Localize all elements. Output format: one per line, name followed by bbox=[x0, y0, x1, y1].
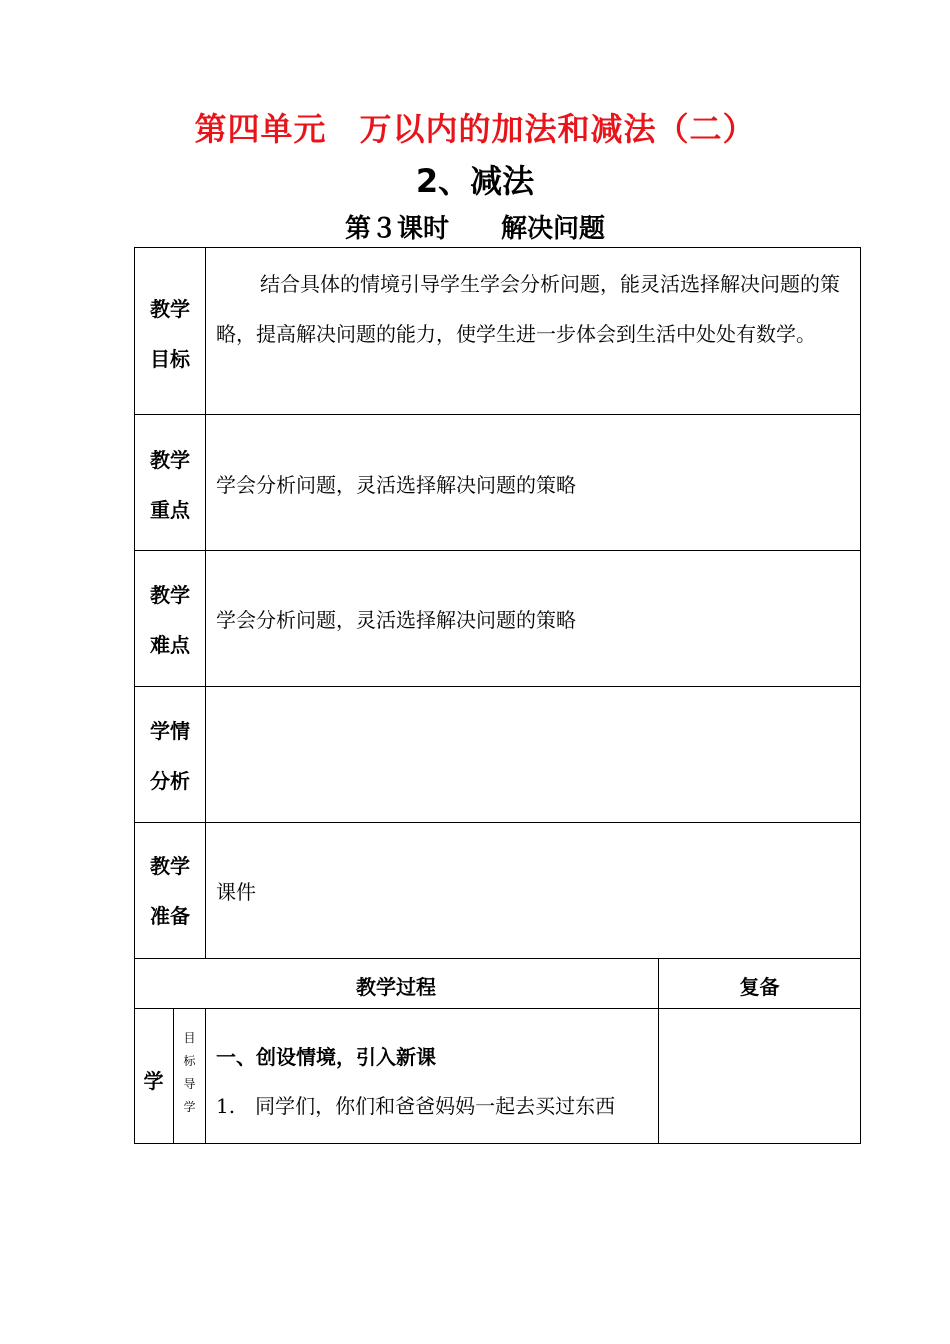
label-line: 教学 bbox=[150, 854, 190, 878]
teaching-process-header: 教学过程 bbox=[356, 975, 436, 999]
label-line: 准备 bbox=[150, 904, 190, 928]
side-label: 学 bbox=[143, 1069, 164, 1093]
label-line: 学情 bbox=[150, 719, 190, 743]
sub-label-char: 目 bbox=[183, 1031, 196, 1045]
label-line: 目标 bbox=[150, 347, 190, 371]
row-label-difficulties bbox=[134, 570, 206, 670]
sub-label-char: 学 bbox=[183, 1100, 196, 1114]
key-points-text: 学会分析问题，灵活选择解决问题的策略 bbox=[216, 473, 576, 497]
table-divider bbox=[134, 958, 861, 959]
label-line: 教学 bbox=[150, 583, 190, 607]
sub-label-char: 导 bbox=[183, 1077, 196, 1091]
lesson-title: 第３课时 解决问题 bbox=[344, 214, 605, 244]
label-line: 教学 bbox=[150, 448, 190, 472]
unit-title: 第四单元 万以内的加法和减法（二） bbox=[194, 110, 756, 148]
label-line: 重点 bbox=[150, 498, 190, 522]
review-header: 复备 bbox=[739, 975, 780, 999]
section-heading: 一、创设情境，引入新课 bbox=[216, 1045, 436, 1069]
sub-label-objective-guidance bbox=[174, 1027, 205, 1119]
label-line: 难点 bbox=[150, 633, 190, 657]
label-line: 分析 bbox=[150, 769, 190, 793]
label-line: 教学 bbox=[150, 297, 190, 321]
objectives-text: 结合具体的情境引导学生学会分析问题，能灵活选择解决问题的策略，提高解决问题的能力，使学生进一步体会到生活中处处有数学。 bbox=[216, 272, 840, 346]
row-label-preparation bbox=[134, 841, 206, 941]
table-divider bbox=[134, 414, 861, 415]
preparation-text: 课件 bbox=[216, 880, 256, 904]
table-border-right bbox=[860, 247, 861, 1144]
row-label-objectives bbox=[134, 284, 206, 384]
table-divider bbox=[134, 822, 861, 823]
table-divider bbox=[134, 1008, 861, 1009]
difficulties-text: 学会分析问题，灵活选择解决问题的策略 bbox=[216, 608, 576, 632]
process-item-1: 1. 同学们，你们和爸爸妈妈一起去买过东西 bbox=[216, 1094, 616, 1118]
sub-column-divider bbox=[205, 1008, 206, 1144]
table-divider bbox=[134, 550, 861, 551]
sub-label-char: 标 bbox=[183, 1054, 196, 1068]
table-border-bottom bbox=[134, 1143, 861, 1144]
lesson-plan-table bbox=[134, 247, 861, 1144]
row-label-learner-analysis bbox=[134, 706, 206, 806]
row-label-key-points bbox=[134, 435, 206, 535]
section-title: 2、减法 bbox=[415, 162, 535, 200]
table-border-top bbox=[134, 247, 861, 248]
table-divider bbox=[134, 686, 861, 687]
